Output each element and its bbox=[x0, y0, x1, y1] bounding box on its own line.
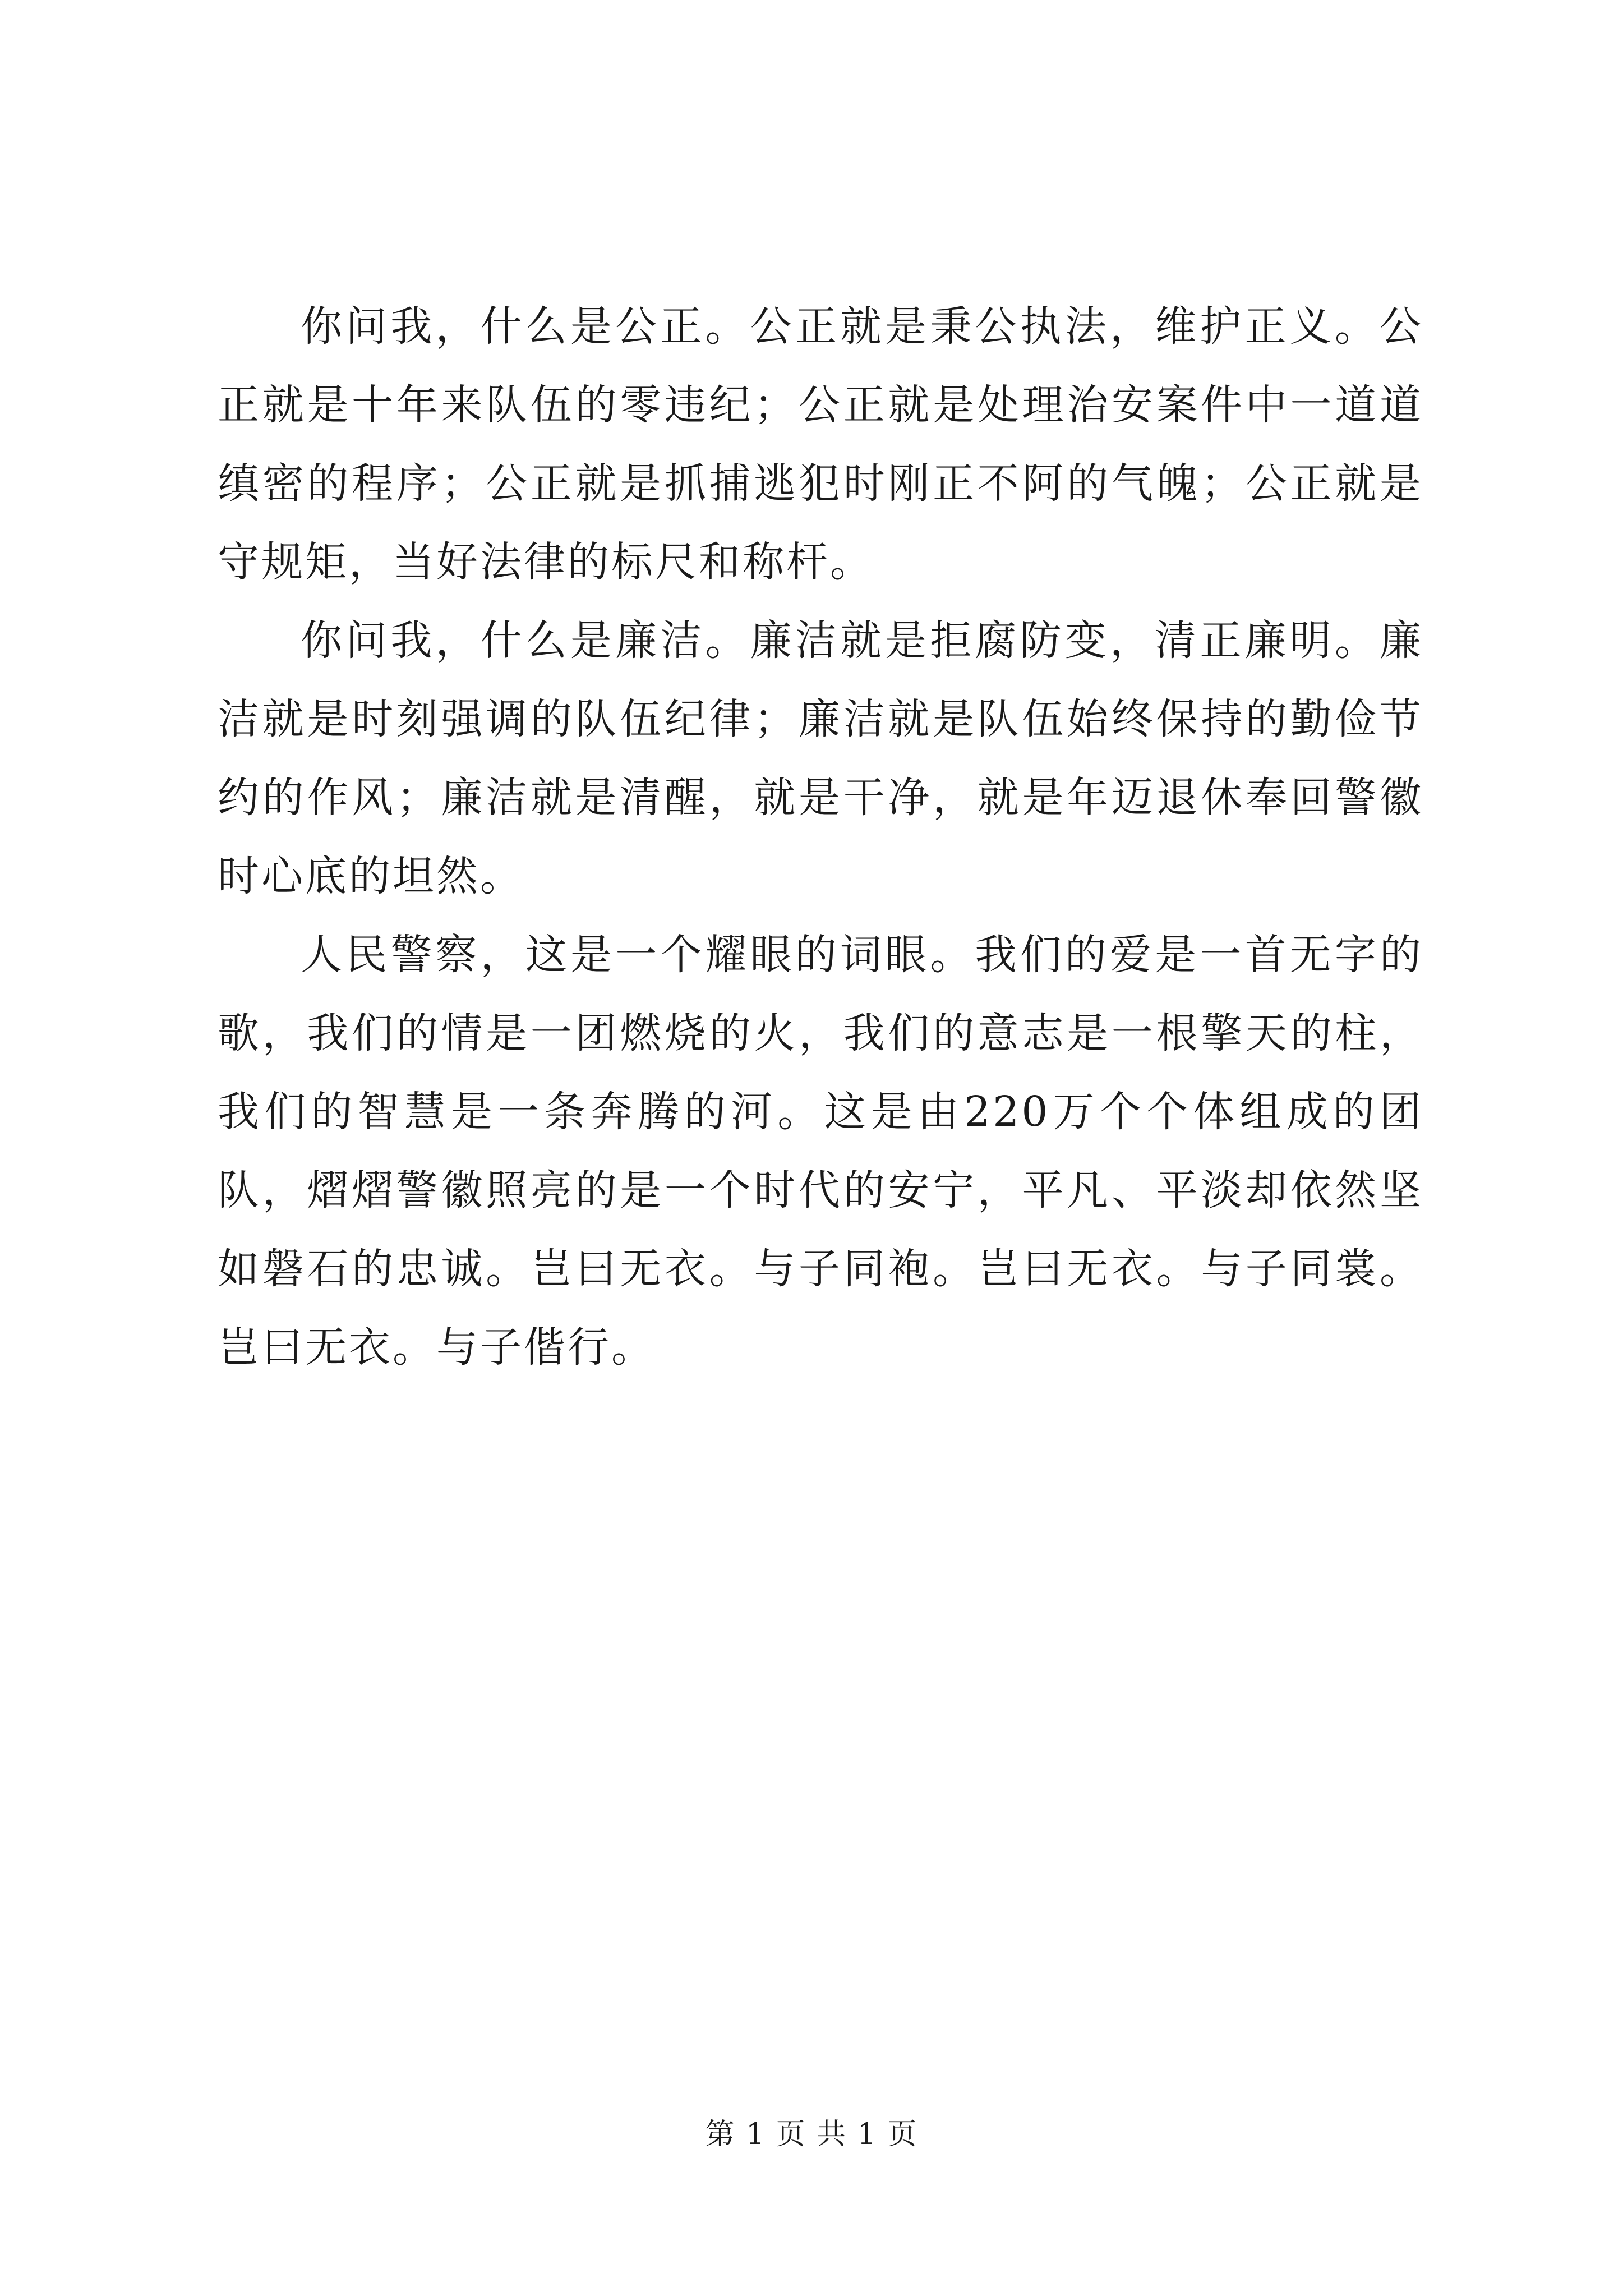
page-footer: 第 1 页 共 1 页 bbox=[705, 2118, 918, 2151]
paragraph-police: 人民警察，这是一个耀眼的词眼。我们的爱是一首无字的歌，我们的情是一团燃烧的火，我们的意志是一根擎天的柱，我们的智慧是一条奔腾的河。这是由220万个个体组成的团队，熠熠警徽照亮的是一个时代的安宁，平凡、平淡却依然坚如磐石的忠诚。岂曰无衣。与子同袍。岂曰无衣。与子同裳。岂曰无衣。与子偕行。 bbox=[218, 931, 1423, 1372]
paragraph-integrity: 你问我，什么是廉洁。廉洁就是拒腐防变，清正廉明。廉洁就是时刻强调的队伍纪律；廉洁就是队伍始终保持的勤俭节约的作风；廉洁就是清醒，就是干净，就是年迈退休奉回警徽时心底的坦然。 bbox=[218, 616, 1423, 900]
document-body bbox=[218, 287, 1423, 1387]
paragraph-justice: 你问我，什么是公正。公正就是秉公执法，维护正义。公正就是十年来队伍的零违纪；公正就是处理治安案件中一道道缜密的程序；公正就是抓捕逃犯时刚正不阿的气魄；公正就是守规矩，当好法律的标尺和称杆。 bbox=[218, 302, 1423, 586]
